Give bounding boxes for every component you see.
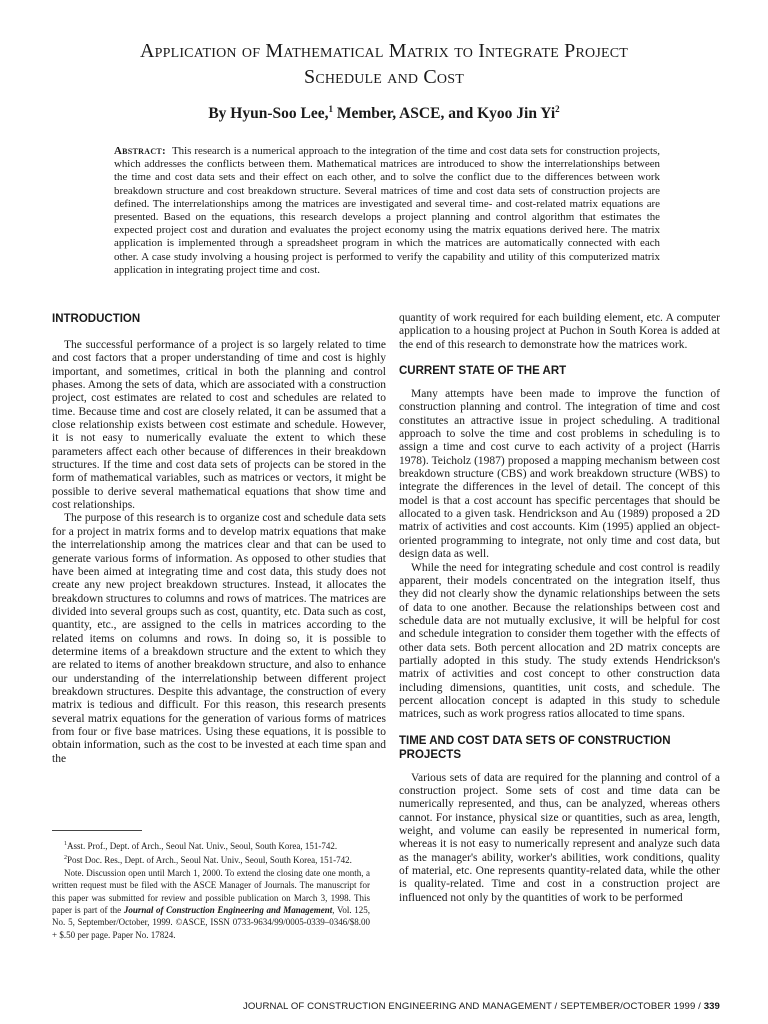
footnote-2-text: Post Doc. Res., Dept. of Arch., Seoul Nat. Univ., Seoul, South Korea, 151-742.: [67, 855, 352, 866]
heading-introduction: INTRODUCTION: [52, 313, 141, 325]
note-journal-name: Journal of Construction Engineering and Management: [123, 905, 333, 916]
intro-paragraph-continued: quantity of work required for each building element, etc. A computer application to a housing project at Puchon in South Korea is added at the end of this research to demonstrate how the matrices work.: [399, 312, 720, 351]
footnote-1-mark: 1: [64, 841, 67, 847]
title-line-2: Schedule and Cost: [304, 66, 464, 88]
running-footer: [150, 1001, 720, 1012]
left-column: [52, 312, 386, 766]
abstract-label: Abstract:: [114, 145, 166, 157]
note-text-post: , Vol. 125, No. 5, September/October, 1999. ©ASCE, ISSN 0733-9634/99/0005-0339–0346/$8.00 + $.50 per page. Paper No. 17824.: [52, 905, 370, 940]
footnote-2-mark: 2: [64, 855, 67, 862]
footnote-1-text: Asst. Prof., Dept. of Arch., Seoul Nat. Univ., Seoul, South Korea, 151-742.: [67, 841, 338, 851]
publication-note: [52, 867, 370, 941]
footnote-1: [52, 838, 370, 852]
authors-part-2: Member, ASCE, and Kyoo Jin Yi: [332, 105, 556, 123]
footnotes: [52, 838, 370, 941]
abstract-text: This research is a numerical approach to the integration of the time and cost data sets for construction projects, which addresses the conflicts between them. Mathematical matrices are introduced to show the interrelationships between the time and cost data sets and their effect on each other, and to solve the conflict due to the differences between work breakdown structure and cost breakdown structure. Several matrices of time and cost data sets of construction projects are defined. The interrelationships among the matrices are investigated and several time- and cost-related matrix equations are presented. Based on the equations, this research develops a project planning and control algorithm that estimates the expected project cost and duration and evaluates the project economy using the matrix equations derived here. The matrix application is implemented through a spreadsheet program in which the matrices are automatically connected with each other. A case study involving a housing project is performed to verify the capability and utility of this computerized matrix application in integrating project time and cost.: [114, 145, 660, 276]
footnote-2: [52, 852, 370, 866]
paper-title: [40, 38, 728, 90]
data-sets-paragraph: Various sets of data are required for the planning and control of a construction project. Some sets of cost and time data can be numerically represented, and thus, can be analyzed, whereas others cannot. For instance, physical size or quantities, such as area, length, weight, and volume can easily be represented in numerical form, whereas it is not easy to numerically represent and analyze such data as the manager's ability, worker's abilities, work conditions, quality of material, etc. One represents quantity-related data, while the other is quality-related. Time and cost in a construction project are influenced not only by the quantities of work to be performed: [399, 771, 720, 904]
footer-journal-text: JOURNAL OF CONSTRUCTION ENGINEERING AND MANAGEMENT / SEPTEMBER/OCTOBER 1999 /: [242, 1001, 704, 1012]
right-column: [399, 312, 720, 905]
state-paragraph-2: While the need for integrating schedule and cost control is readily apparent, their models concentrated on the integration itself, thus they did not clearly show the dynamic relationships between the sets of data to one another. Because the relationships between cost and schedule data are not mutually exclusive, it will be helpful for cost and schedule integration to consider them together with the effects of other data sets. Both percent allocation and 2D matrix concepts are partially adopted in this study. The study extends Hendrickson's matrix of activities and cost concept to other construction data including dimensions, quantities, unit costs, and schedule. The percent allocation concept is adapted in this study to schedule matrices, such as work progress ratios allocated to time spans.: [399, 561, 720, 721]
abstract-block: [114, 145, 660, 277]
page-number: 339: [703, 1001, 720, 1012]
author1-footnote-mark: 1: [328, 104, 333, 114]
authors-part-1: By Hyun-Soo Lee,: [208, 105, 329, 123]
intro-paragraph-1: The successful performance of a project is so largely related to time and cost factors that a proper understanding of time and cost is highly important, and sometimes, critical in both the planning and control phases. Among the sets of data, which are associated with a construction project, cost estimates are related to cost and schedules are related to time. Because time and cost are closely related, it can be assumed that a close relationship exists between cost estimate and schedule. However, it is not easy to numerically evaluate the extent to which these parameters affect each other because of differences in their breakdown structures. If the time and cost data sets of projects can be stored in the form of mathematical variables, such as matrices or vectors, it might be possible to derive several mathematical equations that show time and cost relationships.: [52, 339, 386, 512]
footnote-rule: [52, 830, 142, 831]
intro-paragraph-2: The purpose of this research is to organize cost and schedule data sets for a project in matrix forms and to develop matrix equations that make the interrelationship among the matrices clear and that can be used to generate various forms of information. As opposed to other studies that have been aimed at integrating time and cost data, this study does not create any new project breakdown structures. Instead, it allocates the breakdown structures to columns and rows of matrices. The matrices are divided into several groups such as cost, quantity, etc. Data such as cost, quantity, etc., are assigned to the cells in matrices according to the related items on columns and rows. In doing so, it is possible to determine items of a breakdown structure and the extent to which they are related to items of another breakdown structure, and also to enhance our understanding of the interrelationship between different project breakdown structures. Despite this advantage, the construction of every matrix is tedious and difficult. For this reason, this research presents several matrix equations for the generation of various forms of matrices from four or five base matrices. Using these equations, it is possible to obtain information, such as the cost to be invested at each time span and the: [52, 512, 386, 765]
heading-data-sets: TIME AND COST DATA SETS OF CONSTRUCTION PROJECTS: [399, 734, 671, 761]
state-paragraph-1: Many attempts have been made to improve the function of construction planning and control. The integration of time and cost constitutes an attractive issue in project scheduling. A traditional approach to solve the time and cost problems in scheduling is to assign a time and cost curve to each activity of a project (Harris 1978). Teicholz (1987) proposed a mapping mechanism between cost breakdown structure (CBS) and work breakdown structure (WBS) to integrate the differences in the level of detail. The concept of this model is that a cost account has specific percentages that should be allocated to a given task. Hendrickson and Au (1989) proposed a 2D matrix of activities and cost accounts. Kim (1995) applied an object-oriented programming to integrate, not only time and cost data, but design data as well.: [399, 388, 720, 561]
author-byline: [40, 104, 728, 123]
heading-current-state: CURRENT STATE OF THE ART: [399, 365, 567, 378]
author2-footnote-mark: 2: [555, 104, 560, 114]
note-text-pre: Note. Discussion open until March 1, 2000. To extend the closing date one month, a written request must be filed with the ASCE Manager of Journals. The manuscript for this paper was submitted for review and possible publication on March 3, 1998. This paper is part of the: [52, 867, 370, 916]
title-line-1: Application of Mathematical Matrix to Integrate Project: [139, 40, 629, 62]
